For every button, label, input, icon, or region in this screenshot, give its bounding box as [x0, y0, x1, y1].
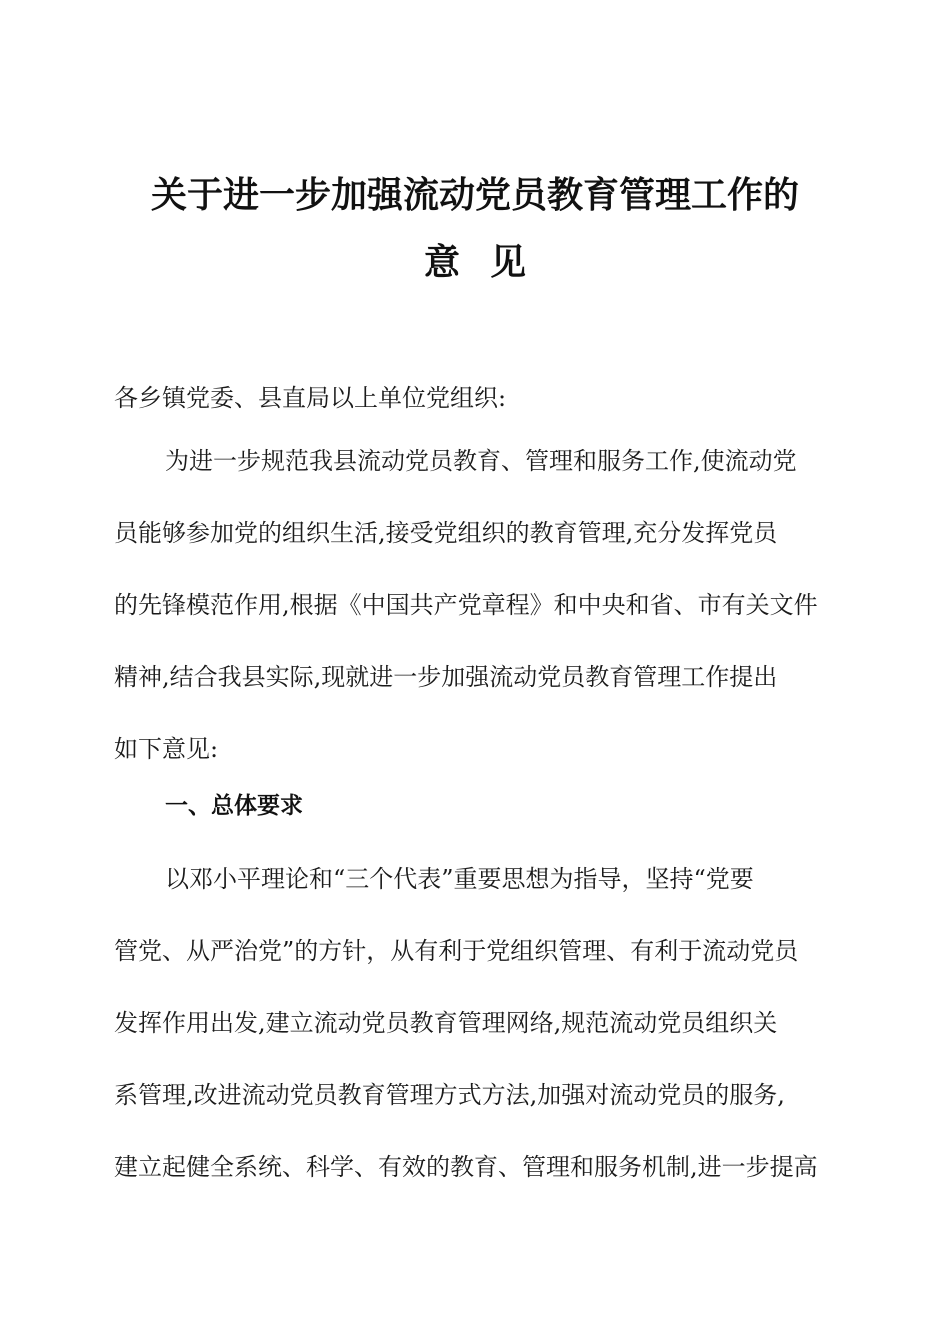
paragraph-2	[114, 843, 818, 1203]
paragraph-1-line: 员能够参加党的组织生活,接受党组织的教育管理,充分发挥党员	[114, 519, 778, 547]
paragraph-2-line: 建立起健全系统、科学、有效的教育、管理和服务机制,进一步提高	[114, 1153, 818, 1181]
paragraph-2-line: 系管理,改进流动党员教育管理方式方法,加强对流动党员的服务,	[114, 1081, 785, 1109]
document-title-line-2: 意见	[423, 241, 556, 283]
paragraph-1-line: 的先锋模范作用,根据《中国共产党章程》和中央和省、市有关文件	[114, 591, 818, 619]
salutation-text: 各乡镇党委、县直局以上单位党组织:	[114, 384, 507, 412]
paragraph-2-line: 以邓小平理论和“三个代表”重要思想为指导，坚持“党要	[165, 865, 754, 893]
paragraph-1-line: 为进一步规范我县流动党员教育、管理和服务工作,使流动党	[165, 447, 797, 475]
section-1-heading: 一、总体要求	[165, 793, 303, 819]
paragraph-2-line: 管党、从严治党”的方针，从有利于党组织管理、有利于流动党员	[114, 937, 799, 965]
paragraph-1-line: 如下意见:	[114, 735, 219, 763]
paragraph-1-line: 精神,结合我县实际,现就进一步加强流动党员教育管理工作提出	[114, 663, 778, 691]
paragraph-1	[114, 425, 818, 785]
paragraph-2-line: 发挥作用出发,建立流动党员教育管理网络,规范流动党员组织关	[114, 1009, 778, 1037]
document-title-line-1: 关于进一步加强流动党员教育管理工作的	[150, 174, 799, 216]
salutation	[114, 362, 506, 434]
